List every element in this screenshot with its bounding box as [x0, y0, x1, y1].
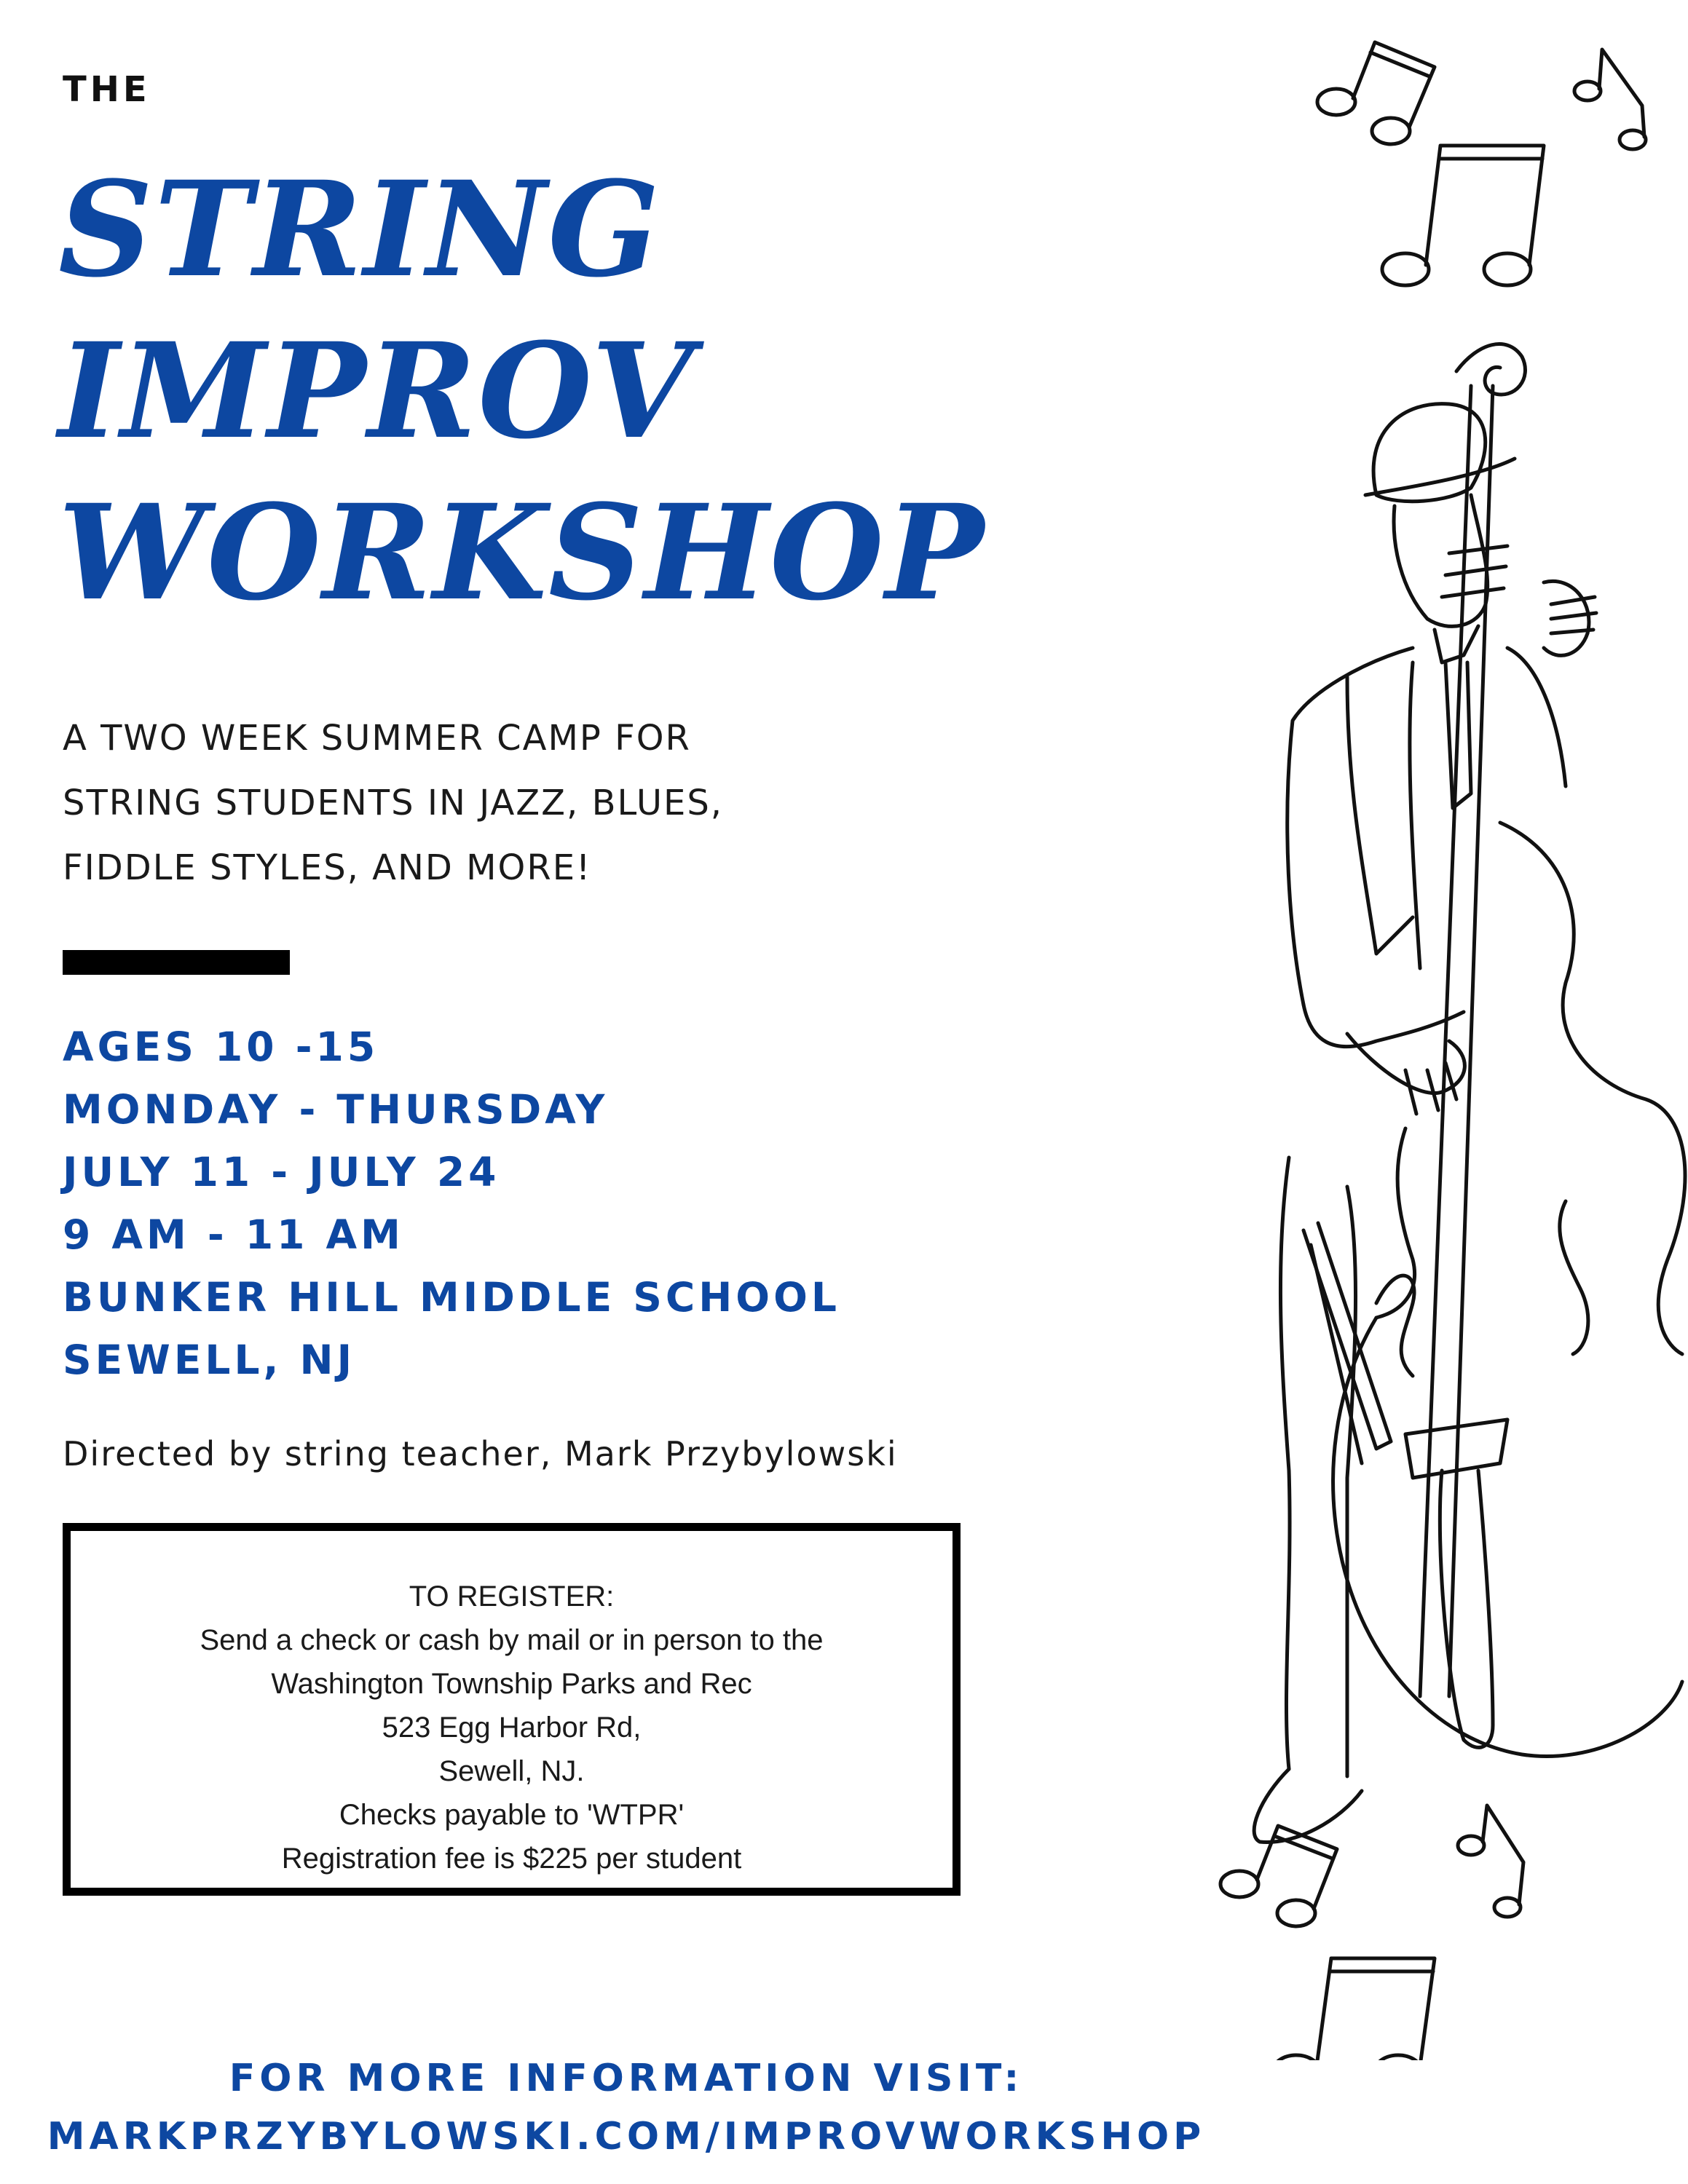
register-line: Send a check or cash by mail or in person to the: [200, 1624, 824, 1656]
footer-url[interactable]: MARKPRZYBYLOWSKI.COM/IMPROVWORKSHOP: [47, 2115, 1206, 2159]
subtitle-line: A TWO WEEK SUMMER CAMP FOR: [63, 718, 691, 759]
subtitle-line: STRING STUDENTS IN JAZZ, BLUES,: [63, 783, 724, 823]
divider-bar: [63, 950, 290, 975]
detail-time: 9 AM - 11 AM: [63, 1211, 404, 1258]
register-heading: TO REGISTER:: [409, 1580, 615, 1613]
eyebrow-the: THE: [63, 69, 151, 110]
music-note-icon: [1574, 50, 1646, 149]
double-bass-player-illustration: [1254, 344, 1685, 1843]
title-line-2: IMPROV: [58, 314, 695, 468]
register-line: Washington Township Parks and Rec: [271, 1668, 752, 1700]
page-title: [58, 149, 985, 634]
detail-location: BUNKER HILL MIDDLE SCHOOL: [63, 1274, 840, 1321]
director-credit: Directed by string teacher, Mark Przybylowski: [63, 1434, 898, 1473]
detail-days: MONDAY - THURSDAY: [63, 1086, 609, 1133]
register-fee: Registration fee is $225 per student: [281, 1843, 742, 1875]
music-note-icon: [1317, 42, 1435, 144]
footer-info: [0, 2049, 1253, 2166]
music-note-icon: [1458, 1805, 1523, 1917]
subtitle: [63, 706, 723, 901]
register-payable: Checks payable to 'WTPR': [339, 1799, 685, 1831]
title-line-3: WORKSHOP: [58, 476, 986, 630]
registration-text: [71, 1575, 953, 1880]
footer-line-1: FOR MORE INFORMATION VISIT:: [229, 2057, 1024, 2100]
subtitle-line: FIDDLE STYLES, AND MORE!: [63, 847, 592, 888]
register-address: 523 Egg Harbor Rd,: [382, 1712, 642, 1744]
detail-ages: AGES 10 -15: [63, 1024, 379, 1070]
register-city: Sewell, NJ.: [438, 1755, 585, 1787]
music-note-icon: [1382, 146, 1544, 285]
detail-city: SEWELL, NJ: [63, 1337, 356, 1383]
registration-box: [63, 1523, 961, 1896]
event-details: [63, 1016, 840, 1391]
detail-dates: JULY 11 - JULY 24: [63, 1149, 500, 1195]
music-note-icon: [1273, 1958, 1435, 2060]
illustration: [969, 22, 1688, 2060]
title-line-1: STRING: [58, 153, 661, 306]
